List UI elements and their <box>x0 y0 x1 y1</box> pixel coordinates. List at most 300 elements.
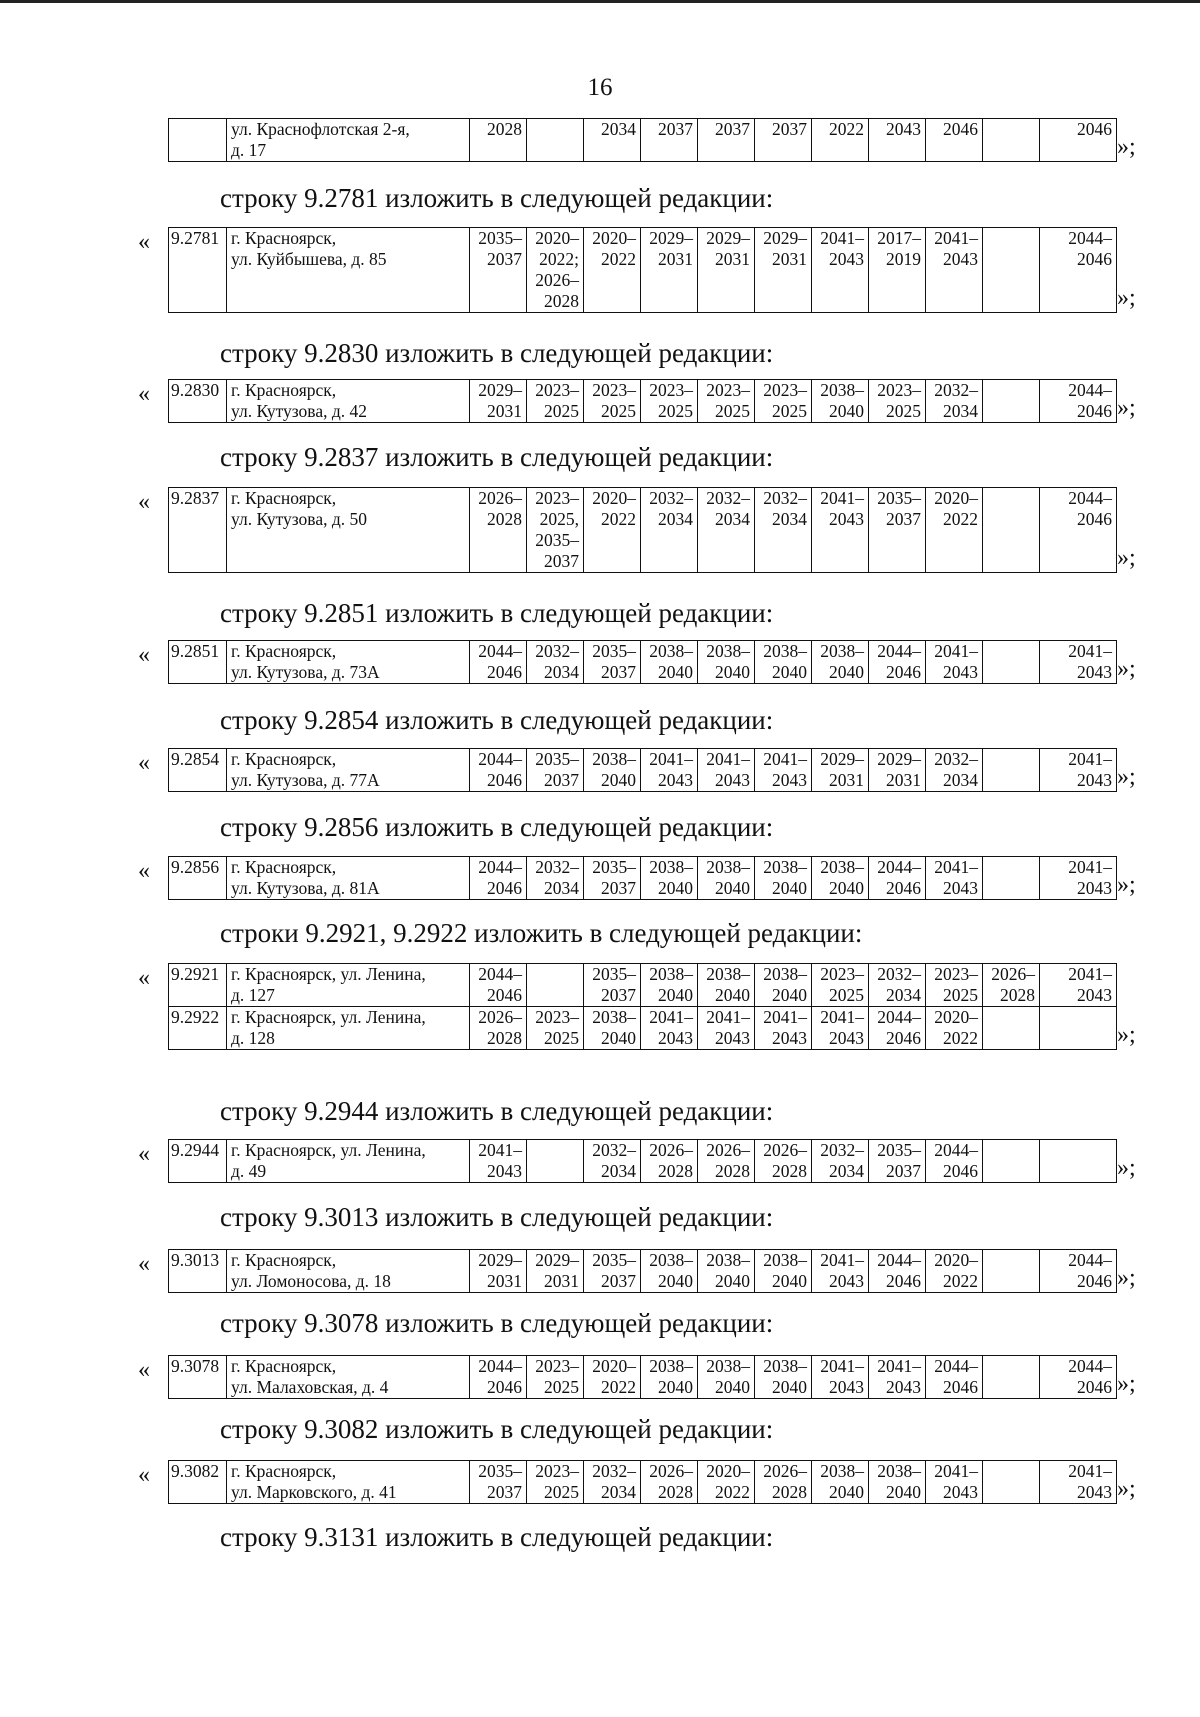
year-text: 2034 <box>943 770 978 790</box>
year-range-cell <box>1040 1250 1117 1293</box>
year-range-cell <box>755 641 812 684</box>
year-text: 2046 <box>487 770 522 790</box>
year-range-cell <box>812 380 869 423</box>
amendment-instruction: строку 9.2781 изложить в следующей редакции: <box>220 183 774 213</box>
year-range-cell <box>983 964 1040 1007</box>
year-text: 2046 <box>943 1377 978 1397</box>
year-range-cell <box>869 488 926 573</box>
year-text: 2038– <box>706 1250 750 1270</box>
year-text: 2035– <box>478 228 522 248</box>
year-text: 2043 <box>1077 1482 1112 1502</box>
year-range-cell <box>812 749 869 792</box>
year-text: 2043 <box>943 878 978 898</box>
year-text: 2041– <box>1068 964 1112 984</box>
address-cell <box>227 380 470 423</box>
year-text: 2029– <box>820 749 864 769</box>
year-range-cell <box>1040 749 1117 792</box>
closing-quote: »; <box>1117 1022 1136 1048</box>
year-text: 2044– <box>934 1140 978 1160</box>
year-range-cell <box>869 1140 926 1183</box>
year-text: 2043 <box>487 1161 522 1181</box>
year-text: 2023– <box>820 964 864 984</box>
year-text: 2028 <box>772 1161 807 1181</box>
year-text: 2041– <box>478 1140 522 1160</box>
year-range-cell <box>755 119 812 162</box>
opening-quote: « <box>138 229 150 255</box>
year-text: 2035– <box>478 1461 522 1481</box>
year-text: 2040 <box>772 1271 807 1291</box>
address-line: д. 127 <box>231 985 275 1005</box>
closing-quote: »; <box>1117 1265 1136 1291</box>
row-code-cell: 9.2922 <box>169 1007 227 1050</box>
year-range-cell <box>641 1250 698 1293</box>
year-range-cell <box>812 488 869 573</box>
year-text: 2043 <box>715 1028 750 1048</box>
year-range-cell <box>527 1250 584 1293</box>
year-text: 2046 <box>1077 119 1112 139</box>
year-text: 2043 <box>943 1482 978 1502</box>
address-line: г. Красноярск, <box>231 1250 337 1270</box>
year-text: 2043 <box>886 1377 921 1397</box>
year-text: 2028 <box>487 509 522 529</box>
year-range-cell <box>470 1461 527 1504</box>
year-range-cell <box>641 1140 698 1183</box>
opening-quote: « <box>138 1141 150 1167</box>
year-text: 2032– <box>763 488 807 508</box>
amendment-table <box>168 1139 1117 1183</box>
year-range-cell <box>584 380 641 423</box>
year-text: 2031 <box>487 1271 522 1291</box>
year-text: 2046 <box>1077 401 1112 421</box>
address-cell <box>227 749 470 792</box>
year-text: 2023– <box>535 1356 579 1376</box>
address-cell <box>227 1140 470 1183</box>
year-range-cell <box>812 1461 869 1504</box>
year-text: 2046 <box>886 1271 921 1291</box>
year-text: 2043 <box>886 119 921 139</box>
table-row <box>169 119 1117 162</box>
year-range-cell <box>641 228 698 313</box>
year-range-cell <box>527 857 584 900</box>
year-text: 2044– <box>1068 1356 1112 1376</box>
year-text: 2020– <box>706 1461 750 1481</box>
year-range-cell <box>812 1140 869 1183</box>
year-range-cell <box>1040 1140 1117 1183</box>
year-range-cell <box>698 641 755 684</box>
year-range-cell <box>812 228 869 313</box>
year-text: 2040 <box>658 662 693 682</box>
year-range-cell <box>1040 857 1117 900</box>
year-text: 2041– <box>1068 857 1112 877</box>
address-line: г. Красноярск, ул. Ленина, <box>231 1007 426 1027</box>
table-row <box>169 380 1117 423</box>
closing-quote: »; <box>1117 872 1136 898</box>
year-text: 2043 <box>658 1028 693 1048</box>
year-text: 2029– <box>649 228 693 248</box>
year-text: 2044– <box>877 1007 921 1027</box>
year-range-cell <box>1040 641 1117 684</box>
year-range-cell <box>812 857 869 900</box>
year-text: 2041– <box>1068 749 1112 769</box>
year-range-cell <box>470 1007 527 1050</box>
year-range-cell <box>926 228 983 313</box>
year-range-cell <box>1040 1007 1117 1050</box>
year-text: 2038– <box>649 641 693 661</box>
year-text: 2046 <box>487 662 522 682</box>
address-line: ул. Кутузова, д. 42 <box>231 401 368 421</box>
year-text: 2041– <box>934 228 978 248</box>
address-line: д. 128 <box>231 1028 275 1048</box>
year-text: 2026– <box>991 964 1035 984</box>
year-text: 2037 <box>772 119 807 139</box>
year-text: 2032– <box>535 857 579 877</box>
year-text: 2031 <box>658 249 693 269</box>
page-number: 16 <box>587 74 613 101</box>
year-text: 2046 <box>1077 509 1112 529</box>
year-range-cell <box>926 964 983 1007</box>
amendment-instruction: строку 9.2856 изложить в следующей редакции: <box>220 812 774 842</box>
year-text: 2040 <box>601 770 636 790</box>
year-range-cell <box>983 228 1040 313</box>
year-text: 2043 <box>943 662 978 682</box>
year-range-cell <box>527 380 584 423</box>
year-text: 2041– <box>763 1007 807 1027</box>
year-range-cell <box>755 380 812 423</box>
table-row <box>169 1140 1117 1183</box>
year-text: 2029– <box>535 1250 579 1270</box>
year-range-cell <box>812 119 869 162</box>
year-text: 2031 <box>829 770 864 790</box>
year-text: 2020– <box>934 488 978 508</box>
year-text: 2028 <box>487 1028 522 1048</box>
address-line: ул. Кутузова, д. 81А <box>231 878 380 898</box>
year-range-cell <box>584 1356 641 1399</box>
year-range-cell <box>755 749 812 792</box>
year-range-cell <box>698 119 755 162</box>
row-code-cell: 9.2921 <box>169 964 227 1007</box>
year-text: 2044– <box>877 641 921 661</box>
year-text: 2026– <box>535 270 579 290</box>
closing-quote: »; <box>1117 1371 1136 1397</box>
year-range-cell <box>584 1461 641 1504</box>
address-line: ул. Краснофлотская 2-я, <box>231 119 410 139</box>
year-text: 2046 <box>487 878 522 898</box>
year-range-cell <box>926 380 983 423</box>
address-cell <box>227 119 470 162</box>
year-text: 2038– <box>706 857 750 877</box>
year-range-cell <box>527 1356 584 1399</box>
year-text: 2040 <box>715 985 750 1005</box>
year-text: 2038– <box>877 1461 921 1481</box>
year-range-cell <box>755 1356 812 1399</box>
year-text: 2026– <box>478 488 522 508</box>
year-text: 2022 <box>601 1377 636 1397</box>
year-text: 2025, <box>539 509 579 529</box>
year-text: 2025 <box>715 401 750 421</box>
year-range-cell <box>755 1250 812 1293</box>
year-text: 2032– <box>649 488 693 508</box>
amendment-table <box>168 963 1117 1050</box>
year-text: 2041– <box>820 228 864 248</box>
year-text: 2038– <box>820 641 864 661</box>
year-range-cell <box>869 857 926 900</box>
year-text: 2023– <box>535 1461 579 1481</box>
address-cell <box>227 857 470 900</box>
year-text: 2046 <box>1077 249 1112 269</box>
opening-quote: « <box>138 642 150 668</box>
year-text: 2026– <box>763 1461 807 1481</box>
year-text: 2041– <box>1068 1461 1112 1481</box>
year-range-cell <box>584 964 641 1007</box>
year-range-cell <box>1040 119 1117 162</box>
year-text: 2026– <box>706 1140 750 1160</box>
amendment-instruction: строку 9.3131 изложить в следующей редакции: <box>220 1522 774 1552</box>
year-range-cell <box>641 1007 698 1050</box>
row-code-cell: 9.2854 <box>169 749 227 792</box>
amendment-table <box>168 118 1117 162</box>
year-text: 2034 <box>715 509 750 529</box>
year-range-cell <box>470 119 527 162</box>
year-text: 2023– <box>535 1007 579 1027</box>
address-cell <box>227 488 470 573</box>
year-text: 2037 <box>658 119 693 139</box>
year-range-cell <box>584 228 641 313</box>
year-text: 2023– <box>535 380 579 400</box>
year-text: 2043 <box>715 770 750 790</box>
year-range-cell <box>584 488 641 573</box>
year-range-cell <box>812 1250 869 1293</box>
year-range-cell <box>869 228 926 313</box>
year-text: 2043 <box>829 1028 864 1048</box>
year-text: 2025 <box>544 401 579 421</box>
year-range-cell <box>584 857 641 900</box>
opening-quote: « <box>138 381 150 407</box>
year-text: 2038– <box>649 1356 693 1376</box>
year-range-cell <box>869 1461 926 1504</box>
year-text: 2035– <box>877 1140 921 1160</box>
opening-quote: « <box>138 750 150 776</box>
address-line: г. Красноярск, <box>231 228 337 248</box>
year-text: 2037 <box>886 509 921 529</box>
amendment-table <box>168 748 1117 792</box>
year-text: 2044– <box>1068 380 1112 400</box>
year-range-cell <box>584 1250 641 1293</box>
year-range-cell <box>698 1007 755 1050</box>
table-row <box>169 488 1117 573</box>
year-text: 2040 <box>829 1482 864 1502</box>
address-line: г. Красноярск, <box>231 1461 337 1481</box>
year-text: 2032– <box>535 641 579 661</box>
year-range-cell <box>470 857 527 900</box>
closing-quote: »; <box>1117 1155 1136 1181</box>
year-range-cell <box>527 749 584 792</box>
year-range-cell <box>983 488 1040 573</box>
year-text: 2040 <box>715 1377 750 1397</box>
year-range-cell <box>755 964 812 1007</box>
year-text: 2037 <box>544 770 579 790</box>
year-text: 2028 <box>715 1161 750 1181</box>
year-text: 2032– <box>706 488 750 508</box>
year-text: 2034 <box>601 1161 636 1181</box>
year-range-cell <box>641 1461 698 1504</box>
amendment-table <box>168 1460 1117 1504</box>
year-text: 2041– <box>934 1461 978 1481</box>
year-text: 2041– <box>820 1356 864 1376</box>
year-text: 2034 <box>544 662 579 682</box>
year-text: 2040 <box>715 1271 750 1291</box>
amendment-table <box>168 856 1117 900</box>
year-text: 2041– <box>649 749 693 769</box>
year-range-cell <box>698 1250 755 1293</box>
year-range-cell <box>584 1007 641 1050</box>
year-range-cell <box>641 119 698 162</box>
year-range-cell <box>698 964 755 1007</box>
address-line: г. Красноярск, <box>231 488 337 508</box>
row-code-cell: 9.3013 <box>169 1250 227 1293</box>
year-text: 2022 <box>943 509 978 529</box>
year-text: 2040 <box>886 1482 921 1502</box>
year-range-cell <box>869 641 926 684</box>
year-text: 2040 <box>772 1377 807 1397</box>
year-text: 2037 <box>601 985 636 1005</box>
year-text: 2022 <box>829 119 864 139</box>
year-text: 2040 <box>829 878 864 898</box>
year-range-cell <box>926 749 983 792</box>
year-text: 2040 <box>772 662 807 682</box>
year-text: 2031 <box>544 1271 579 1291</box>
address-line: г. Красноярск, ул. Ленина, <box>231 1140 426 1160</box>
year-text: 2038– <box>649 1250 693 1270</box>
year-range-cell <box>983 1007 1040 1050</box>
year-text: 2038– <box>649 964 693 984</box>
year-text: 2043 <box>1077 985 1112 1005</box>
year-text: 2043 <box>1077 878 1112 898</box>
year-text: 2046 <box>487 985 522 1005</box>
year-text: 2026– <box>478 1007 522 1027</box>
address-line: г. Красноярск, <box>231 749 337 769</box>
year-text: 2046 <box>886 878 921 898</box>
year-range-cell <box>869 380 926 423</box>
table-row <box>169 749 1117 792</box>
year-text: 2044– <box>1068 228 1112 248</box>
address-line: д. 17 <box>231 140 267 160</box>
year-text: 2041– <box>706 1007 750 1027</box>
year-text: 2035– <box>535 749 579 769</box>
year-text: 2028 <box>658 1482 693 1502</box>
year-text: 2023– <box>706 380 750 400</box>
year-text: 2038– <box>820 380 864 400</box>
address-line: г. Красноярск, ул. Ленина, <box>231 964 426 984</box>
year-range-cell <box>926 488 983 573</box>
year-range-cell <box>1040 380 1117 423</box>
year-range-cell <box>1040 1461 1117 1504</box>
year-range-cell <box>698 488 755 573</box>
year-text: 2025 <box>544 1482 579 1502</box>
year-range-cell <box>983 1461 1040 1504</box>
year-text: 2044– <box>478 857 522 877</box>
year-range-cell <box>983 119 1040 162</box>
address-cell <box>227 1356 470 1399</box>
amendment-table <box>168 1355 1117 1399</box>
year-text: 2022 <box>943 1028 978 1048</box>
year-range-cell <box>869 1356 926 1399</box>
year-text: 2044– <box>877 857 921 877</box>
year-text: 2026– <box>649 1140 693 1160</box>
address-line: ул. Ломоносова, д. 18 <box>231 1271 391 1291</box>
year-text: 2025 <box>829 985 864 1005</box>
amendment-table <box>168 487 1117 573</box>
table-row <box>169 857 1117 900</box>
year-text: 2038– <box>763 857 807 877</box>
year-range-cell <box>698 749 755 792</box>
year-text: 2034 <box>544 878 579 898</box>
year-text: 2040 <box>829 401 864 421</box>
address-cell <box>227 228 470 313</box>
year-range-cell <box>869 1250 926 1293</box>
year-range-cell <box>812 1007 869 1050</box>
row-code-cell: 9.3082 <box>169 1461 227 1504</box>
year-text: 2032– <box>592 1140 636 1160</box>
year-text: 2029– <box>763 228 807 248</box>
year-range-cell <box>698 380 755 423</box>
year-range-cell <box>755 488 812 573</box>
address-line: ул. Куйбышева, д. 85 <box>231 249 387 269</box>
table-row <box>169 1461 1117 1504</box>
year-text: 2035– <box>592 857 636 877</box>
year-range-cell <box>755 228 812 313</box>
year-text: 2040 <box>715 662 750 682</box>
year-text: 2043 <box>829 1271 864 1291</box>
page-top-border <box>0 0 1200 3</box>
year-text: 2025 <box>886 401 921 421</box>
year-text: 2037 <box>487 1482 522 1502</box>
year-text: 2020– <box>592 228 636 248</box>
table-row <box>169 641 1117 684</box>
year-range-cell <box>926 857 983 900</box>
year-text: 2038– <box>649 857 693 877</box>
amendment-instruction: строку 9.3082 изложить в следующей редакции: <box>220 1414 774 1444</box>
year-range-cell <box>470 1250 527 1293</box>
address-line: г. Красноярск, <box>231 641 337 661</box>
year-text: 2041– <box>649 1007 693 1027</box>
year-text: 2032– <box>934 380 978 400</box>
amendment-instruction: строку 9.3078 изложить в следующей редакции: <box>220 1308 774 1338</box>
year-range-cell <box>470 1140 527 1183</box>
year-text: 2020– <box>535 228 579 248</box>
address-line: ул. Марковского, д. 41 <box>231 1482 397 1502</box>
year-text: 2041– <box>820 1250 864 1270</box>
year-range-cell <box>641 964 698 1007</box>
year-text: 2044– <box>934 1356 978 1376</box>
year-text: 2038– <box>763 1250 807 1270</box>
year-range-cell <box>698 228 755 313</box>
year-text: 2034 <box>601 1482 636 1502</box>
year-text: 2026– <box>763 1140 807 1160</box>
year-text: 2037 <box>487 249 522 269</box>
opening-quote: « <box>138 489 150 515</box>
year-text: 2031 <box>715 249 750 269</box>
closing-quote: »; <box>1117 134 1136 160</box>
year-range-cell <box>470 641 527 684</box>
table-row <box>169 1356 1117 1399</box>
closing-quote: »; <box>1117 656 1136 682</box>
year-range-cell <box>1040 964 1117 1007</box>
year-text: 2038– <box>706 1356 750 1376</box>
year-text: 2046 <box>886 662 921 682</box>
year-text: 2020– <box>592 1356 636 1376</box>
year-text: 2025 <box>601 401 636 421</box>
year-range-cell <box>926 1007 983 1050</box>
